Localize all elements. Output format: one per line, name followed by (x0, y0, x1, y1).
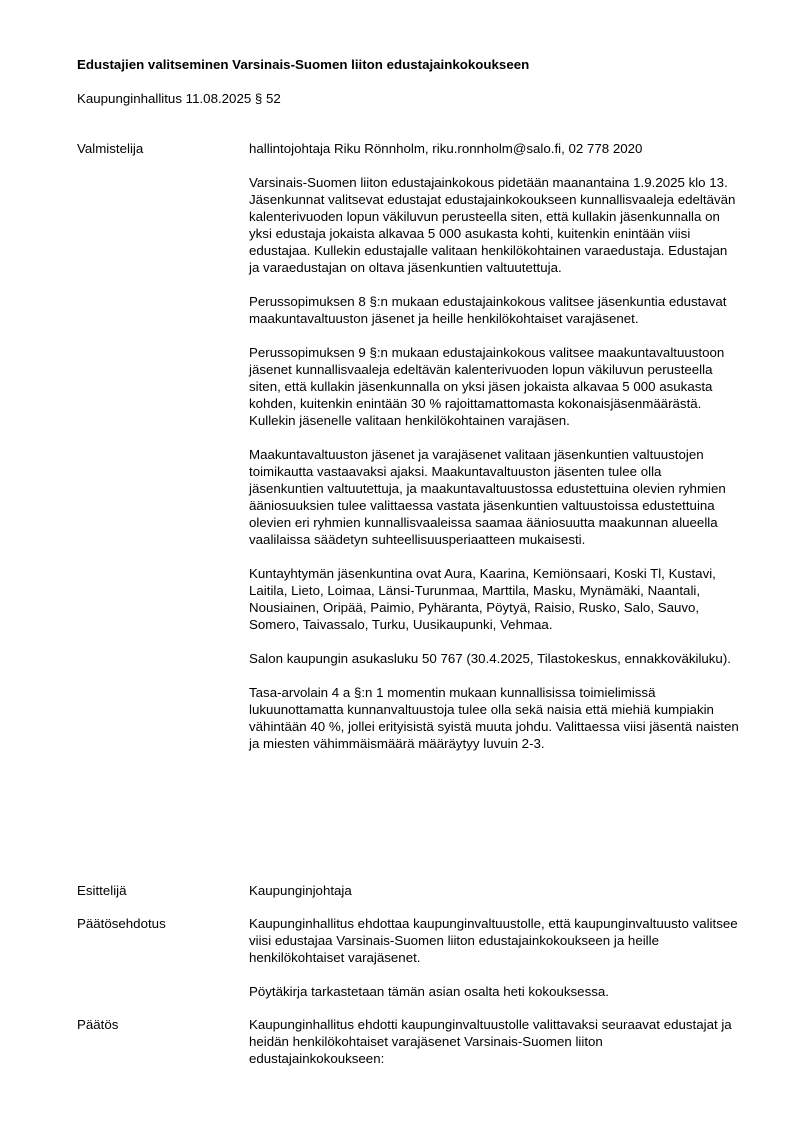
paragraph: Varsinais-Suomen liiton edustajainkokous pidetään maanantaina 1.9.2025 klo 13. Jäsenkunnat valitsevat edustajat edustajainkokoukseen kunnallisvaaleja edeltävän kalenterivuoden lopun väkiluvun perusteella siten, että kullakin jäsenkunnalla on yksi edustaja jokaista alkavaa 5 000 asukasta kohti, kuitenkin enintään viisi edustajaa. Kullekin edustajalle valitaan henkilökohtainen varaedustaja. Edustajan ja varaedustajan on oltava jäsenkuntien valtuutettuja. (249, 175, 736, 275)
meeting-reference: Kaupunginhallitus 11.08.2025 § 52 (77, 91, 281, 106)
paragraph: Tasa-arvolain 4 a §:n 1 momentin mukaan kunnallisissa toimielimissä lukuunottamatta kunnanvaltuustoja tulee olla sekä naisia että miehiä kumpiakin vähintään 40 %, jollei erityisistä syistä muuta johdu. Valittaessa viisi jäsentä naisten ja miesten vähimmäismäärä määräytyy luvuin 2-3. (249, 685, 739, 751)
section-label-esittelija: Esittelijä (77, 883, 127, 898)
member-municipalities: Kuntayhtymän jäsenkuntina ovat Aura, Kaarina, Kemiönsaari, Koski Tl, Kustavi, Laitila, Lieto, Loimaa, Länsi-Turunmaa, Marttila, Masku, Mynämäki, Naantali, Nousiainen, Oripää, Paimio, Pyhäranta, Pöytyä, Raisio, Rusko, Salo, Sauvo, Somero, Taivassalo, Turku, Uusikaupunki, Vehmaa. (249, 566, 716, 632)
paragraph: Perussopimuksen 8 §:n mukaan edustajainkokous valitsee jäsenkuntia edustavat maakuntavaltuuston jäsenet ja heille henkilökohtaiset varajäsenet. (249, 294, 727, 326)
section-label-paatos: Päätös (77, 1017, 119, 1032)
section-content-valmistelija (249, 140, 739, 752)
section-label-valmistelija: Valmistelija (77, 141, 144, 156)
section-label-paatosehdotus: Päätösehdotus (77, 916, 166, 931)
paragraph: Pöytäkirja tarkastetaan tämän asian osalta heti kokouksessa. (249, 984, 609, 999)
paragraph: Kaupunginhallitus ehdotti kaupunginvaltuustolle valittavaksi seuraavat edustajat ja heidän henkilökohtaiset varajäsenet Varsinais-Suomen liiton edustajainkokoukseen: (249, 1017, 732, 1066)
section-content-paatos (249, 1016, 739, 1067)
paragraph: Perussopimuksen 9 §:n mukaan edustajainkokous valitsee maakuntavaltuustoon jäsenet kunnallisvaaleja edeltävän kalenterivuoden lopun väkiluvun perusteella siten, että kullakin jäsenkunnalla on yksi jäsen jokaista alkavaa 5 000 asukasta kohden, kuitenkin enintään 30 % rajoittamattomasta kokonaisjäsenmäärästä. Kullekin jäsenelle valitaan henkilökohtainen varajäsen. (249, 345, 725, 428)
document-title: Edustajien valitseminen Varsinais-Suomen liiton edustajainkokoukseen (77, 57, 530, 72)
section-content-paatosehdotus (249, 915, 739, 1000)
population-note: Salon kaupungin asukasluku 50 767 (30.4.2025, Tilastokeskus, ennakkoväkiluku). (249, 651, 731, 666)
paragraph: Kaupunginhallitus ehdottaa kaupunginvaltuustolle, että kaupunginvaltuusto valitsee viisi edustajaa Varsinais-Suomen liiton edustajainkokoukseen ja heille henkilökohtaiset varajäsenet. (249, 916, 738, 965)
preparer-contact: hallintojohtaja Riku Rönnholm, riku.ronnholm@salo.fi, 02 778 2020 (249, 141, 643, 156)
section-content-esittelija: Kaupunginjohtaja (249, 883, 352, 898)
paragraph: Maakuntavaltuuston jäsenet ja varajäsenet valitaan jäsenkuntien valtuustojen toimikautta vastaavaksi ajaksi. Maakuntavaltuuston jäsenten tulee olla jäsenkuntien valtuutettuja, ja maakuntavaltuustossa edustettuina olevien ryhmien ääniosuuksien tulee valittaessa vastata jäsenkuntien valtuustoissa edustettuina olevien eri ryhmien kunnallisvaaleissa saamaa ääniosuutta maakunnan alueella vaalilaissa säädetyn suhteellisuusperiaatteen mukaisesti. (249, 447, 726, 547)
